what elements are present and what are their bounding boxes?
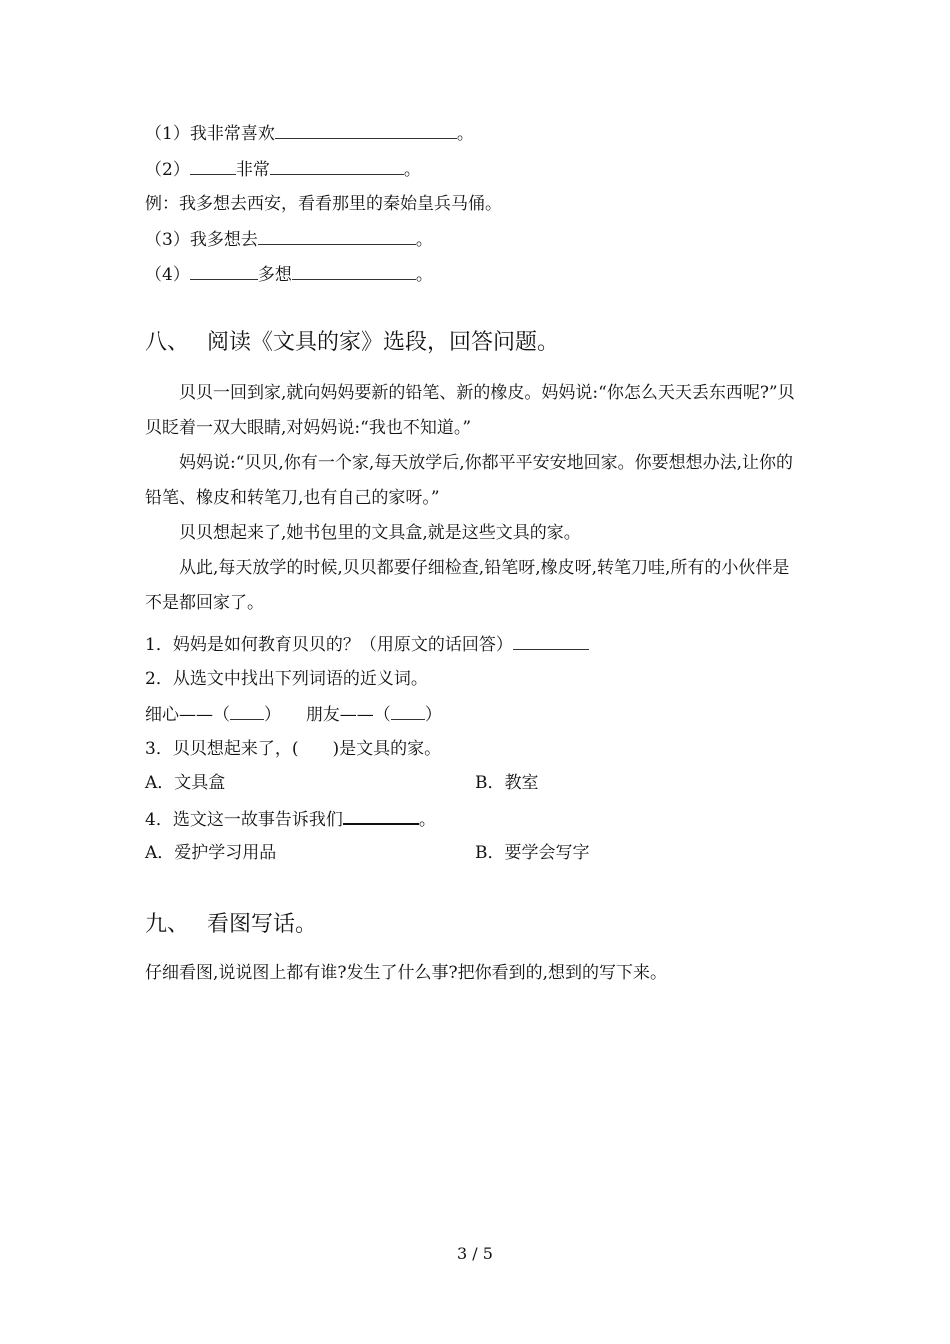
section-9-heading: 九、 看图写话。: [145, 912, 318, 937]
page-number: 3 / 5: [457, 1244, 493, 1263]
example-sentence: 例：我多想去西安，看看那里的秦始皇兵马俑。: [145, 194, 502, 214]
answer-blank[interactable]: [343, 806, 419, 825]
section-8-heading: 八、 阅读《文具的家》选段，回答问题。: [145, 330, 560, 355]
answer-blank[interactable]: [190, 157, 236, 175]
exercise-7-2: （2） 非常 。: [145, 157, 421, 182]
option-b[interactable]: B．要学会写字: [475, 843, 590, 863]
option-a[interactable]: A．文具盒: [145, 773, 226, 793]
option-b[interactable]: B．教室: [475, 773, 539, 793]
answer-blank[interactable]: [513, 632, 589, 650]
passage-paragraph-2: 妈妈说:“贝贝,你有一个家,每天放学后,你都平平安安地回家。你要想想办法,让你的铅笔、橡皮和转笔刀,也有自己的家呀。”: [145, 453, 794, 508]
question-3: 3．贝贝想起来了，( )是文具的家。: [145, 739, 442, 759]
question-2-words: 细心——（ ） 朋友——（ ）: [145, 702, 442, 727]
passage-paragraph-4: 从此,每天放学的时候,贝贝都要仔细检查,铅笔呀,橡皮呀,转笔刀哇,所有的小伙伴是不是都回家了。: [145, 558, 790, 613]
exercise-7-3: （3）我多想去 。: [145, 227, 433, 252]
passage-paragraph-3: 贝贝想起来了,她书包里的文具盒,就是这些文具的家。: [179, 523, 581, 543]
answer-blank[interactable]: [258, 227, 416, 245]
option-a[interactable]: A．爱护学习用品: [145, 843, 277, 863]
exercise-7-4: （4） 多想 。: [145, 262, 433, 287]
answer-blank[interactable]: [270, 157, 404, 175]
answer-blank[interactable]: [190, 262, 258, 280]
question-3-options: [145, 771, 845, 795]
answer-blank[interactable]: [275, 121, 457, 139]
answer-blank[interactable]: [391, 702, 425, 720]
exercise-7-1: （1）我非常喜欢 。: [145, 121, 474, 146]
question-1: 1．妈妈是如何教育贝贝的？（用原文的话回答）: [145, 632, 589, 657]
passage-paragraph-1: 贝贝一回到家,就向妈妈要新的铅笔、新的橡皮。妈妈说:“你怎么天天丢东西呢?”贝贝眨着一双大眼睛,对妈妈说:“我也不知道。”: [145, 383, 795, 438]
answer-blank[interactable]: [292, 262, 416, 280]
question-4: 4．选文这一故事告诉我们 。: [145, 806, 436, 832]
question-2: 2．从选文中找出下列词语的近义词。: [145, 669, 428, 689]
answer-blank[interactable]: [230, 702, 264, 720]
question-4-options: [145, 841, 845, 865]
section-9-instruction: 仔细看图,说说图上都有谁?发生了什么事?把你看到的,想到的写下来。: [145, 963, 668, 983]
